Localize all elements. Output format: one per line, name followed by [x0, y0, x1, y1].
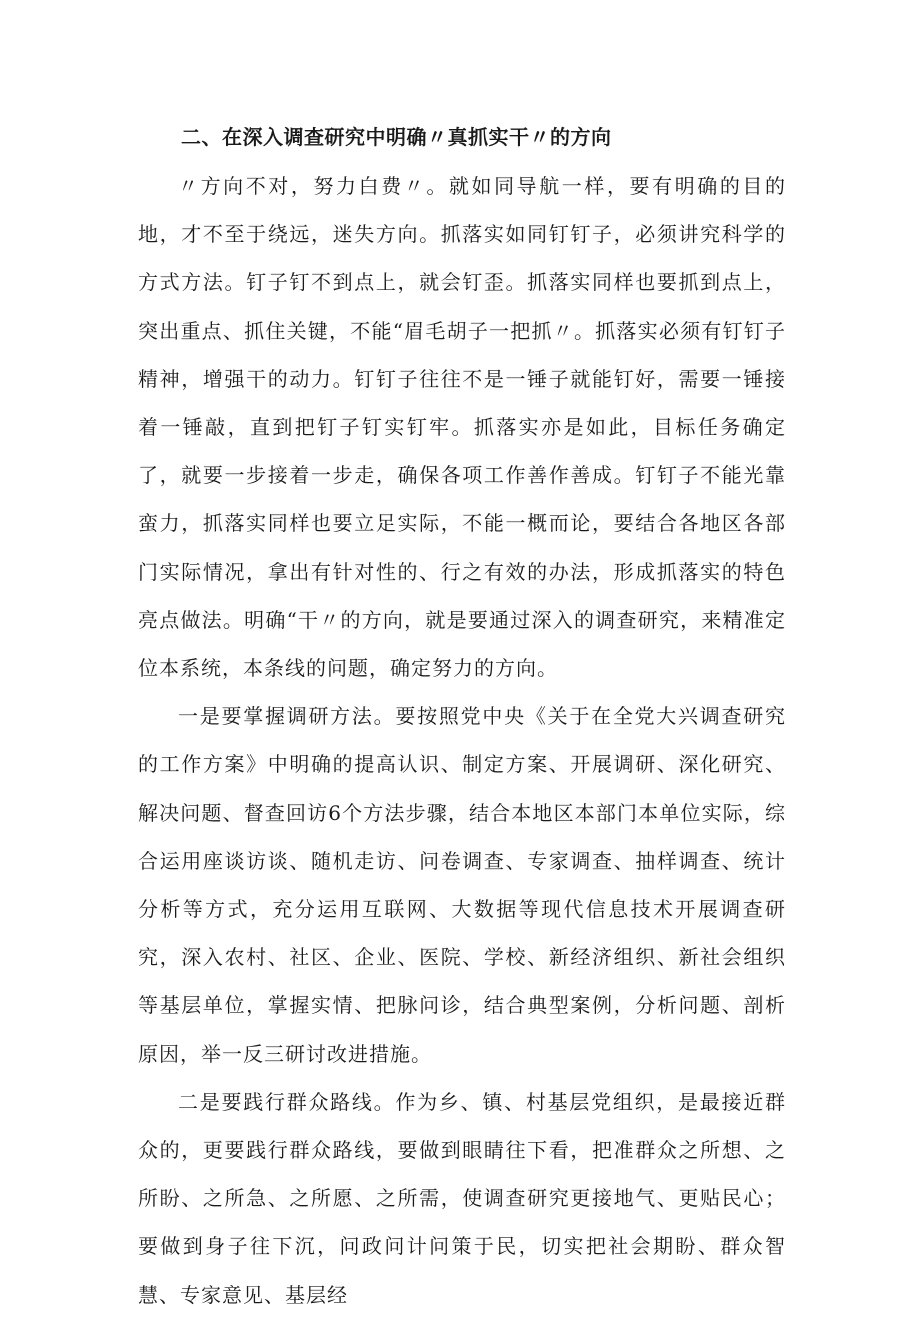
section-heading: 二、在深入调查研究中明确〃真抓实干〃的方向 [181, 125, 612, 149]
paragraph-research-methods: 一是要掌握调研方法。要按照党中央《关于在全党大兴调查研究的工作方案》中明确的提高认识、制定方案、开展调研、深化研究、解决问题、督查回访6个方法步骤，结合本地区本部门本单位实际，综合运用座谈访谈、随机走访、问卷调查、专家调查、抽样调查、统计分析等方式，充分运用互联网、大数据等现代信息技术开展调查研究，深入农村、社区、企业、医院、学校、新经济组织、新社会组织等基层单位，掌握实情、把脉问诊，结合典型案例，分析问题、剖析原因，举一反三研讨改进措施。 [138, 704, 786, 1066]
paragraph-mass-line: 二是要践行群众路线。作为乡、镇、村基层党组织，是最接近群众的，更要践行群众路线，要做到眼睛往下看，把准群众之所想、之所盼、之所急、之所愿、之所需，使调查研究更接地气、更贴民心；要做到身子往下沉，问政问计问策于民，切实把社会期盼、群众智慧、专家意见、基层经 [138, 1089, 786, 1307]
paragraph-intro: 〃方向不对，努力白费〃。就如同导航一样，要有明确的目的地，才不至于绕远，迷失方向。抓落实如同钉钉子，必须讲究科学的方式方法。钉子钉不到点上，就会钉歪。抓落实同样也要抓到点上，突出重点、抓住关键，不能“眉毛胡子一把抓〃。抓落实必须有钉钉子精神，增强干的动力。钉钉子往往不是一锤子就能钉好，需要一锤接着一锤敲，直到把钉子钉实钉牢。抓落实亦是如此，目标任务确定了，就要一步接着一步走，确保各项工作善作善成。钉钉子不能光靠蛮力，抓落实同样也要立足实际，不能一概而论，要结合各地区各部门实际情况，拿出有针对性的、行之有效的办法，形成抓落实的特色亮点做法。明确“干〃的方向，就是要通过深入的调查研究，来精准定位本系统，本条线的问题，确定努力的方向。 [138, 174, 786, 681]
document-body [138, 162, 786, 1319]
